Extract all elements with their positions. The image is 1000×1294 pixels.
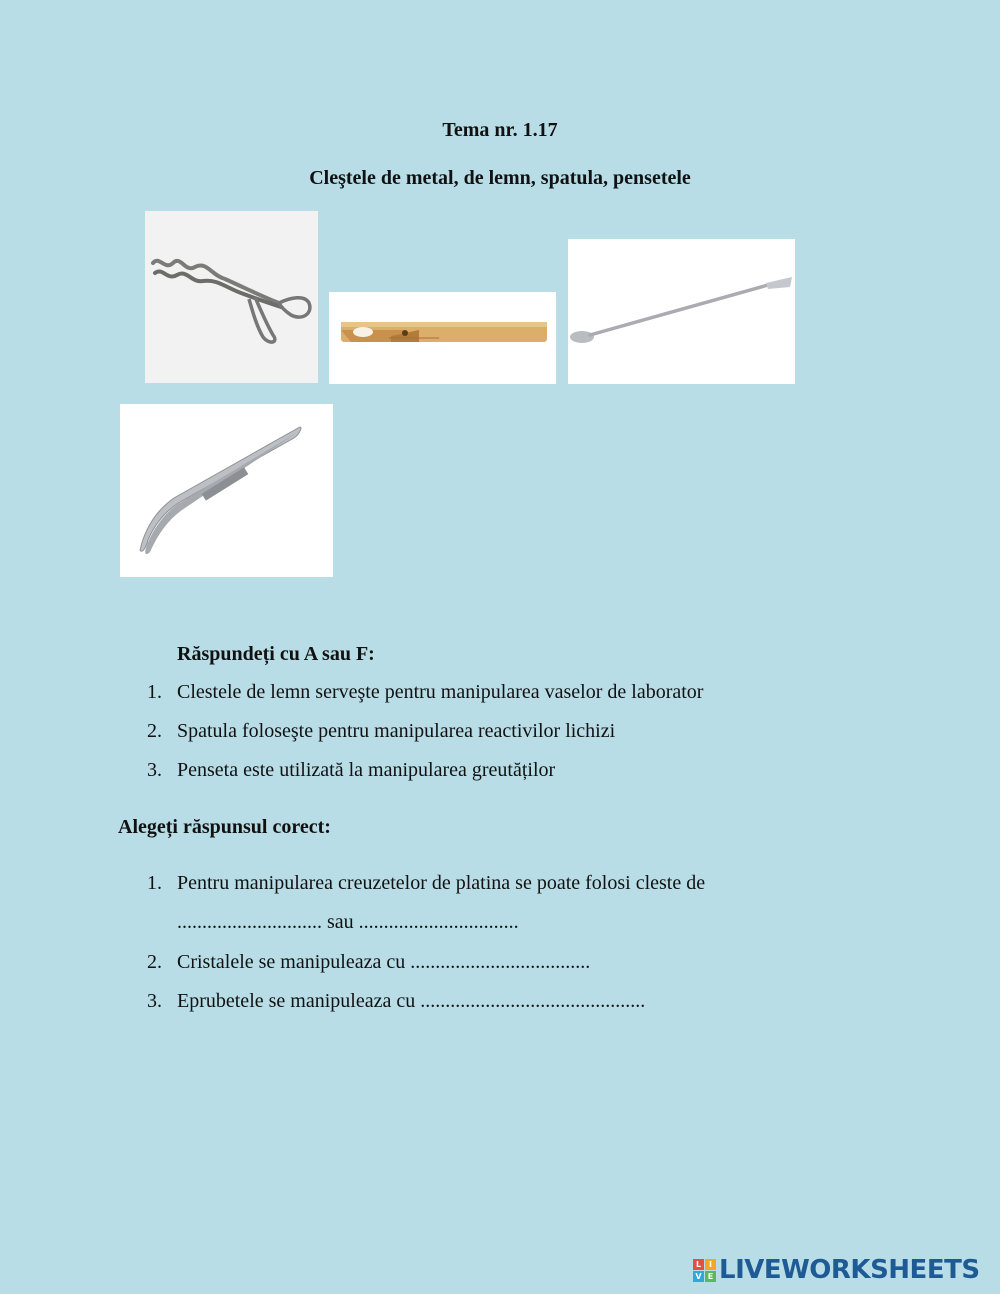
list-item-number: 2. [147,720,162,742]
true-false-heading: Răspundeți cu A sau F: [177,643,375,665]
logo-text: LIVEWORKSHEETS [719,1255,980,1285]
metal-tongs-image [145,211,318,383]
true-false-item: Clestele de lemn serveşte pentru manipularea vaselor de laborator [177,681,704,703]
choose-item-text[interactable]: Cristalele se manipuleaza cu .................................... [177,951,591,973]
list-item-number: 3. [147,759,162,781]
metal-tongs-icon [145,211,318,383]
tweezers-icon [120,404,333,577]
choose-item-text: Pentru manipularea creuzetelor de platina se poate folosi cleste de [177,872,706,894]
liveworksheets-logo [693,1256,980,1284]
wooden-clamp-icon [329,292,556,384]
true-false-item: Spatula foloseşte pentru manipularea reactivilor lichizi [177,720,616,742]
spatula-image [568,239,795,384]
list-item-number: 3. [147,990,162,1012]
choose-heading: Alegeți răspunsul corect: [118,816,331,838]
spatula-icon [568,239,795,384]
choose-item-text[interactable]: Eprubetele se manipuleaza cu ............................................. [177,990,646,1012]
list-item-number: 1. [147,872,162,894]
true-false-item: Penseta este utilizată la manipularea greutăților [177,759,556,781]
page-subtitle: Cleştele de metal, de lemn, spatula, pensetele [309,167,691,189]
list-item-number: 1. [147,681,162,703]
list-item-number: 2. [147,951,162,973]
tweezers-image [120,404,333,577]
page-title: Tema nr. 1.17 [442,119,558,141]
answer-blank[interactable]: ............................. sau ................................ [177,911,519,933]
logo-badge-icon: L I V E [693,1259,716,1282]
wooden-clamp-image [329,292,556,384]
